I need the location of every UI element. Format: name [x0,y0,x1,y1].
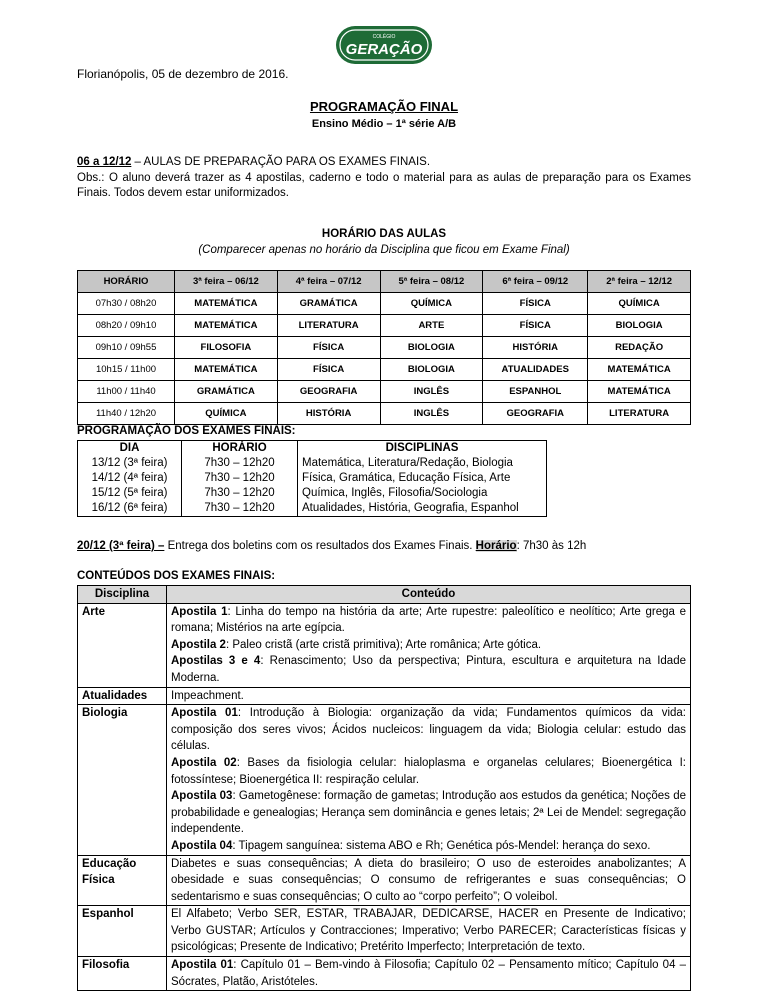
subject-name: Arte [78,603,167,687]
page-title: PROGRAMAÇÃO FINAL [309,99,459,114]
table-cell: LITERATURA [277,315,380,337]
schedule-title: HORÁRIO DAS AULAS [321,228,447,240]
schedule-subtitle: (Comparecer apenas no horário da Disciplina que ficou em Exame Final) [198,244,570,256]
subject-content [167,705,691,855]
table-cell: 10h15 / 11h00 [78,359,175,381]
schedule-header-cell: 5ª feira – 08/12 [380,271,483,293]
table-cell: Química, Inglês, Filosofia/Sociologia [298,486,547,501]
content-label: Apostila 04 [171,839,233,852]
subject-content: Diabetes e suas consequências; A dieta do brasileiro; O uso de esteroides anabolizantes; A obesidade e suas consequências; O consumo de refrigerantes e suas consequências; O sedentarismo e suas consequências; O culto ao “corpo perfeito”; O voleibol. [167,855,691,906]
table-row [78,855,691,906]
table-cell: QUÍMICA [588,293,691,315]
content-label: Apostila 01 [171,959,234,972]
schedule-table [77,270,691,425]
table-cell: MATEMÁTICA [588,359,691,381]
content-text: : Gametogênese: formação de gametas; Introdução aos estudos da genética; Noções de probabilidade e genealogias; Herança sem dominância e genes letais; 2ª Lei de Mendel: segregação independente. [171,790,686,836]
content-paragraph [171,788,686,838]
content-label: Apostila 03 [171,790,233,803]
table-row [78,906,691,957]
table-cell: REDAÇÃO [588,337,691,359]
content-label: Apostila 02 [171,756,237,769]
preparation-obs: Obs.: O aluno deverá trazer as 4 apostilas, caderno e todo o material para as aulas de preparação para os Exames Finais. Todos devem estar uniformizados. [77,171,691,199]
report-card-time-label: Horário [475,540,517,552]
table-cell: BIOLOGIA [380,359,483,381]
subject-content: El Alfabeto; Verbo SER, ESTAR, TRABAJAR, DEDICARSE, HACER en Presente de Indicativo; Verbo GUSTAR; Artículos y Contracciones; Imperativo; Verbo PARECER; Características físicas y psicológicas; Presente de Indicativo; Pretérito Imperfecto; Interpretación de texto. [167,906,691,957]
table-row [78,957,691,991]
table-cell: BIOLOGIA [380,337,483,359]
table-cell: 11h00 / 11h40 [78,381,175,403]
table-cell: QUÍMICA [175,403,278,425]
table-cell: 11h40 / 12h20 [78,403,175,425]
content-paragraph [171,838,686,855]
content-paragraph [171,637,686,654]
preparation-heading [77,155,691,171]
table-cell: FÍSICA [483,315,588,337]
contents-table [77,585,691,991]
table-cell: GEOGRAFIA [277,381,380,403]
contents-header-row [78,586,691,604]
table-cell: GRAMÁTICA [277,293,380,315]
exams-table [77,440,547,517]
school-logo [334,22,434,66]
preparation-heading-text: – AULAS DE PREPARAÇÃO PARA OS EXAMES FINAIS. [131,156,431,168]
schedule-header-cell: 3ª feira – 06/12 [175,271,278,293]
table-cell: 16/12 (6ª feira) [78,501,182,517]
document-date: Florianópolis, 05 de dezembro de 2016. [77,67,289,81]
table-cell: 7h30 – 12h20 [182,471,298,486]
content-text: : Capítulo 01 – Bem-vindo à Filosofia; Capítulo 02 – Pensamento mítico; Capítulo 04 – Sócrates, Platão, Aristóteles. [171,959,686,988]
table-row [78,501,547,517]
content-paragraph [171,755,686,788]
table-cell: MATEMÁTICA [175,293,278,315]
content-text: : Paleo cristã (arte cristã primitiva); Arte românica; Arte gótica. [225,638,542,651]
schedule-header-cell: 2ª feira – 12/12 [588,271,691,293]
report-card-date: 20/12 (3ª feira) – [77,540,165,552]
table-cell: 15/12 (5ª feira) [78,486,182,501]
table-row [78,687,691,705]
subject-name: Educação Física [78,855,167,906]
table-cell: ATUALIDADES [483,359,588,381]
table-cell: 14/12 (4ª feira) [78,471,182,486]
subject-name: Biologia [78,705,167,855]
table-cell: GRAMÁTICA [175,381,278,403]
table-cell: HISTÓRIA [483,337,588,359]
table-cell: MATEMÁTICA [175,359,278,381]
table-row [78,471,547,486]
table-cell: FÍSICA [483,293,588,315]
table-cell: 08h20 / 09h10 [78,315,175,337]
table-cell: 07h30 / 08h20 [78,293,175,315]
report-card-text: Entrega dos boletins com os resultados dos Exames Finais. [164,540,476,552]
content-paragraph [171,705,686,755]
contents-header-cell: Conteúdo [167,586,691,604]
subject-name: Atualidades [78,687,167,705]
table-row [78,486,547,501]
exams-header-row [78,441,547,457]
content-label: Apostila 01 [171,707,238,720]
subject-name: Filosofia [78,957,167,991]
contents-title: CONTEÚDOS DOS EXAMES FINAIS: [77,570,276,582]
table-cell: Atualidades, História, Geografia, Espanhol [298,501,547,517]
exams-header-cell: DIA [78,441,182,457]
table-row [78,456,547,471]
logo-top-text: COLÉGIO [372,34,396,40]
table-cell: 13/12 (3ª feira) [78,456,182,471]
exams-header-cell: HORÁRIO [182,441,298,457]
content-paragraph [171,653,686,686]
content-label: Apostilas 3 e 4 [171,655,261,668]
subject-content: Impeachment. [167,687,691,705]
subject-content [167,957,691,991]
table-cell: 09h10 / 09h55 [78,337,175,359]
table-cell: FILOSOFIA [175,337,278,359]
table-cell: 7h30 – 12h20 [182,501,298,517]
table-cell: MATEMÁTICA [175,315,278,337]
schedule-header-cell: HORÁRIO [78,271,175,293]
table-cell: GEOGRAFIA [483,403,588,425]
table-cell: FÍSICA [277,337,380,359]
schedule-header-cell: 6ª feira – 09/12 [483,271,588,293]
preparation-section [77,155,691,202]
subject-name: Espanhol [78,906,167,957]
content-text: : Introdução à Biologia: organização da vida; Fundamentos químicos da vida: composição dos seres vivos; Ácidos nucleicos: linguagem da vida; Biologia celular: estudo das células. [171,707,687,753]
table-row [78,705,691,855]
table-cell: ARTE [380,315,483,337]
table-cell: ESPANHOL [483,381,588,403]
schedule-header-row [78,271,691,293]
content-text: : Linha do tempo na história da arte; Arte rupestre: paleolítico e neolítico; Arte grega e romana; Mistérios na arte egípcia. [171,605,686,635]
exams-header-cell: DISCIPLINAS [298,441,547,457]
schedule-header-cell: 4ª feira – 07/12 [277,271,380,293]
table-cell: BIOLOGIA [588,315,691,337]
subject-content [167,603,691,687]
table-row [78,603,691,687]
content-text: : Bases da fisiologia celular: hialoplasma e organelas celulares; Bioenergética I: fotossíntese; Bioenergética II: respiração celular. [171,756,686,786]
table-row [78,403,691,425]
table-cell: QUÍMICA [380,293,483,315]
table-cell: LITERATURA [588,403,691,425]
exams-title: PROGRAMAÇÃO DOS EXAMES FINAIS: [77,425,296,437]
table-row [78,381,691,403]
page-subtitle: Ensino Médio – 1ª série A/B [311,118,457,130]
table-row [78,337,691,359]
table-row [78,315,691,337]
content-text: : Renascimento; Uso da perspectiva; Pintura, escultura e arquitetura na Idade Moderna. [171,655,686,684]
table-cell: FÍSICA [277,359,380,381]
table-cell: INGLÊS [380,403,483,425]
table-row [78,359,691,381]
table-row [78,293,691,315]
report-card-time: : 7h30 às 12h [516,540,587,552]
table-cell: Física, Gramática, Educação Física, Arte [298,471,547,486]
table-cell: MATEMÁTICA [588,381,691,403]
content-text: : Tipagem sanguínea: sistema ABO e Rh; Genética pós-Mendel: herança do sexo. [232,839,651,852]
table-cell: INGLÊS [380,381,483,403]
table-cell: Matemática, Literatura/Redação, Biologia [298,456,547,471]
contents-header-cell: Disciplina [78,586,167,604]
table-cell: 7h30 – 12h20 [182,456,298,471]
content-label: Apostila 2 [171,638,226,651]
report-card-notice [77,540,586,552]
preparation-dates: 06 a 12/12 [77,156,132,168]
table-cell: 7h30 – 12h20 [182,486,298,501]
content-paragraph [171,604,686,637]
logo-main-text: GERAÇÃO [345,41,423,58]
content-paragraph [171,957,686,990]
table-cell: HISTÓRIA [277,403,380,425]
content-label: Apostila 1 [171,605,228,618]
